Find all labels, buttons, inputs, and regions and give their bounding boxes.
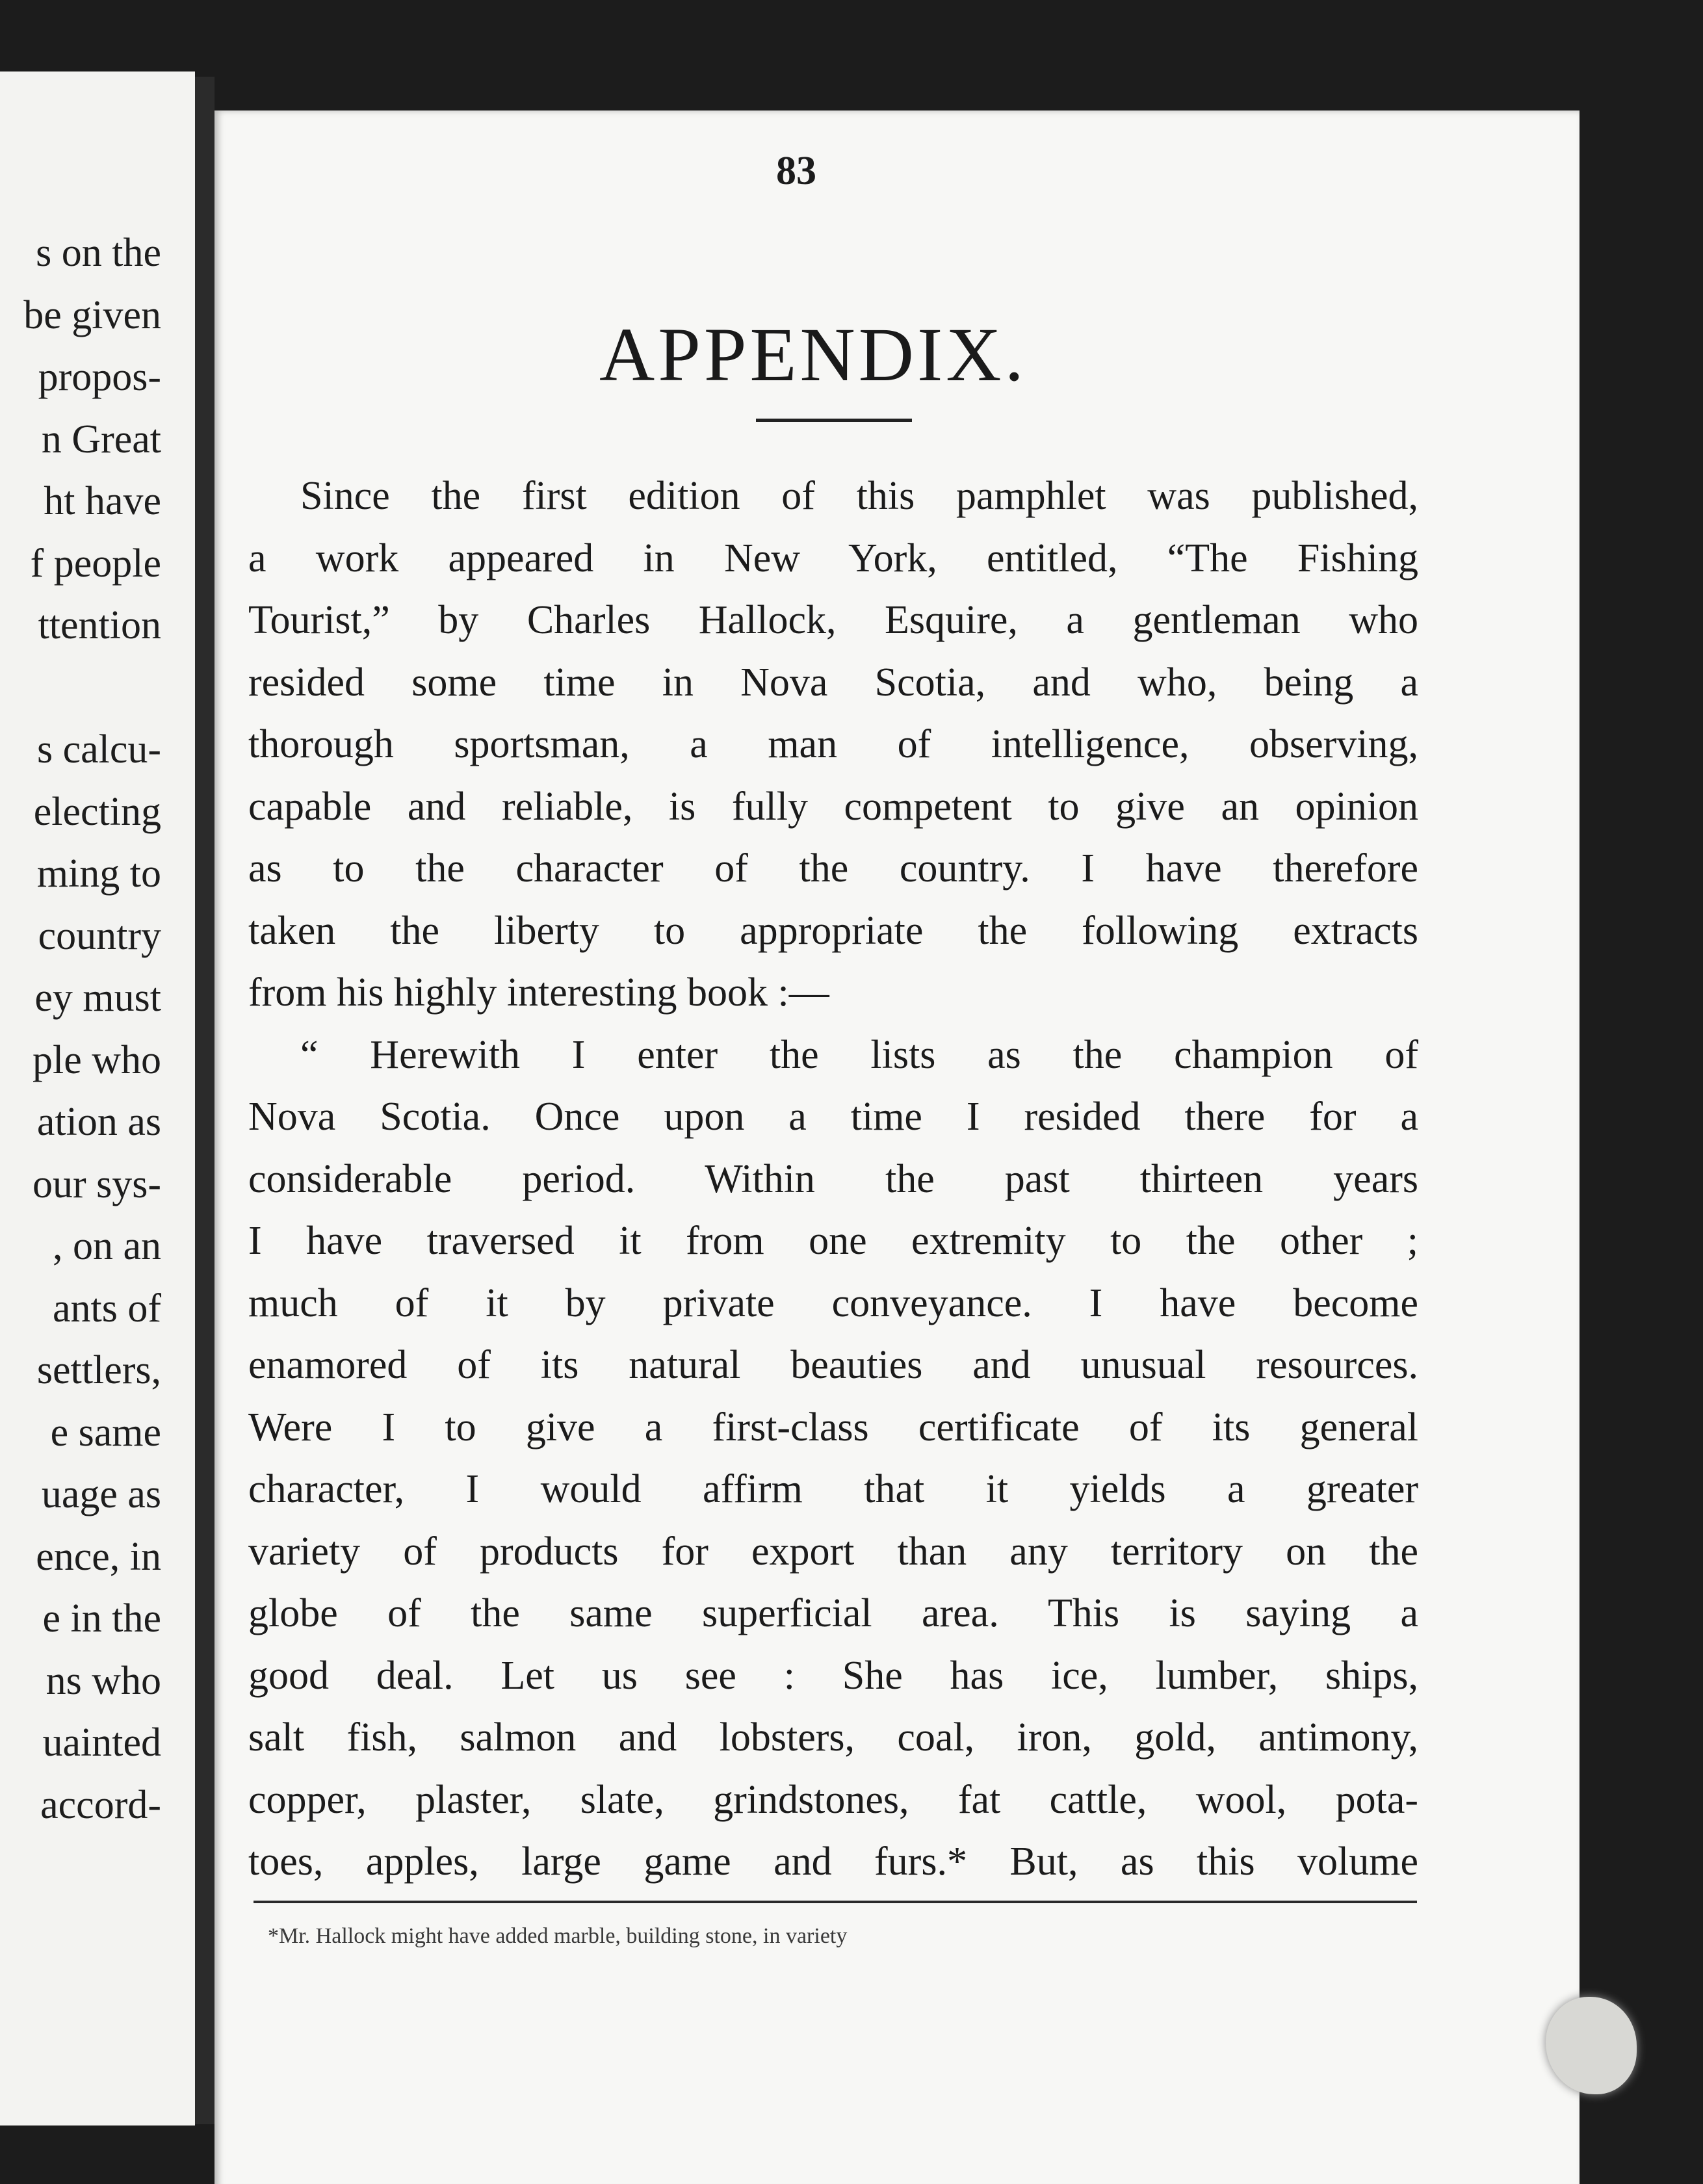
page-number: 83 <box>776 149 816 193</box>
left-page-line: ming to <box>36 852 161 896</box>
left-page-line: ence, in <box>36 1534 161 1579</box>
left-page-line: e in the <box>42 1596 161 1641</box>
left-page-line: ttention <box>38 603 161 647</box>
left-page-line: , on an <box>52 1224 161 1268</box>
left-page-line: settlers, <box>36 1348 161 1392</box>
left-page-line: uage as <box>41 1472 161 1516</box>
left-page-line: s calcu- <box>36 727 161 772</box>
footnote: *Mr. Hallock might have added marble, building stone, in variety <box>268 1924 848 1948</box>
left-page-line: be given <box>23 292 161 337</box>
left-page-line <box>23 657 161 720</box>
body-text <box>248 465 1418 1893</box>
body-line: Tourist,” by Charles Hallock, Esquire, a gentleman who <box>248 598 1418 642</box>
body-line: a work appeared in New York, entitled, “The Fishing <box>248 536 1418 580</box>
left-page-line: e same <box>50 1410 161 1455</box>
heading-text: APPENDIX. <box>599 312 1027 397</box>
left-page-line: electing <box>33 789 161 834</box>
left-page-line: n Great <box>41 417 161 462</box>
body-line: salt fish, salmon and lobsters, coal, iron, gold, antimony, <box>248 1715 1418 1760</box>
body-line: character, I would affirm that it yields a greater <box>248 1467 1418 1511</box>
left-page-line: s on the <box>36 231 161 275</box>
body-line: considerable period. Within the past thirteen years <box>248 1156 1418 1201</box>
body-line: variety of products for export than any territory on the <box>248 1529 1418 1574</box>
body-line: from his highly interesting book :— <box>248 970 829 1015</box>
left-page-line: accord- <box>40 1782 161 1827</box>
heading-rule <box>756 419 912 422</box>
left-page-line: ants of <box>52 1286 161 1331</box>
left-page-line: uainted <box>42 1721 161 1765</box>
body-line: I have traversed it from one extremity to the other ; <box>248 1219 1418 1263</box>
body-line: much of it by private conveyance. I have become <box>248 1280 1418 1325</box>
body-line: Were I to give a first-class certificate of its general <box>248 1405 1418 1450</box>
body-line: Nova Scotia. Once upon a time I resided there for a <box>248 1095 1418 1139</box>
left-page-line: propos- <box>38 355 161 399</box>
left-page-line: ation as <box>36 1100 161 1144</box>
left-page-line: ht have <box>44 479 161 523</box>
left-page-line: country <box>38 913 161 958</box>
body-line: enamored of its natural beauties and unusual resources. <box>248 1343 1418 1387</box>
left-page-edge <box>0 72 195 2126</box>
body-line: Since the first edition of this pamphlet was published, <box>300 474 1418 518</box>
body-line: taken the liberty to appropriate the following extracts <box>248 908 1418 953</box>
body-line: resided some time in Nova Scotia, and who, being a <box>248 660 1418 705</box>
left-page-text <box>23 222 161 1836</box>
body-line: toes, apples, large game and furs.* But, as this volume <box>248 1840 1418 1884</box>
body-line: good deal. Let us see : She has ice, lumber, ships, <box>248 1653 1418 1698</box>
left-page-line: ple who <box>32 1037 161 1082</box>
body-line: capable and reliable, is fully competent to give an opinion <box>248 784 1418 829</box>
left-page-line: ns who <box>46 1658 161 1703</box>
left-page-line: f people <box>30 541 161 586</box>
left-page-line: ey must <box>34 976 161 1020</box>
body-line: as to the character of the country. I have therefore <box>248 846 1418 890</box>
footnote-rule <box>254 1901 1417 1903</box>
book-gutter <box>195 77 214 2124</box>
body-line: copper, plaster, slate, grindstones, fat cattle, wool, pota- <box>248 1777 1418 1822</box>
body-line: “ Herewith I enter the lists as the champion of <box>300 1032 1418 1077</box>
body-line: thorough sportsman, a man of intelligence, observing, <box>248 722 1418 766</box>
body-line: globe of the same superficial area. This is saying a <box>248 1591 1418 1635</box>
left-page-line: our sys- <box>32 1162 161 1206</box>
